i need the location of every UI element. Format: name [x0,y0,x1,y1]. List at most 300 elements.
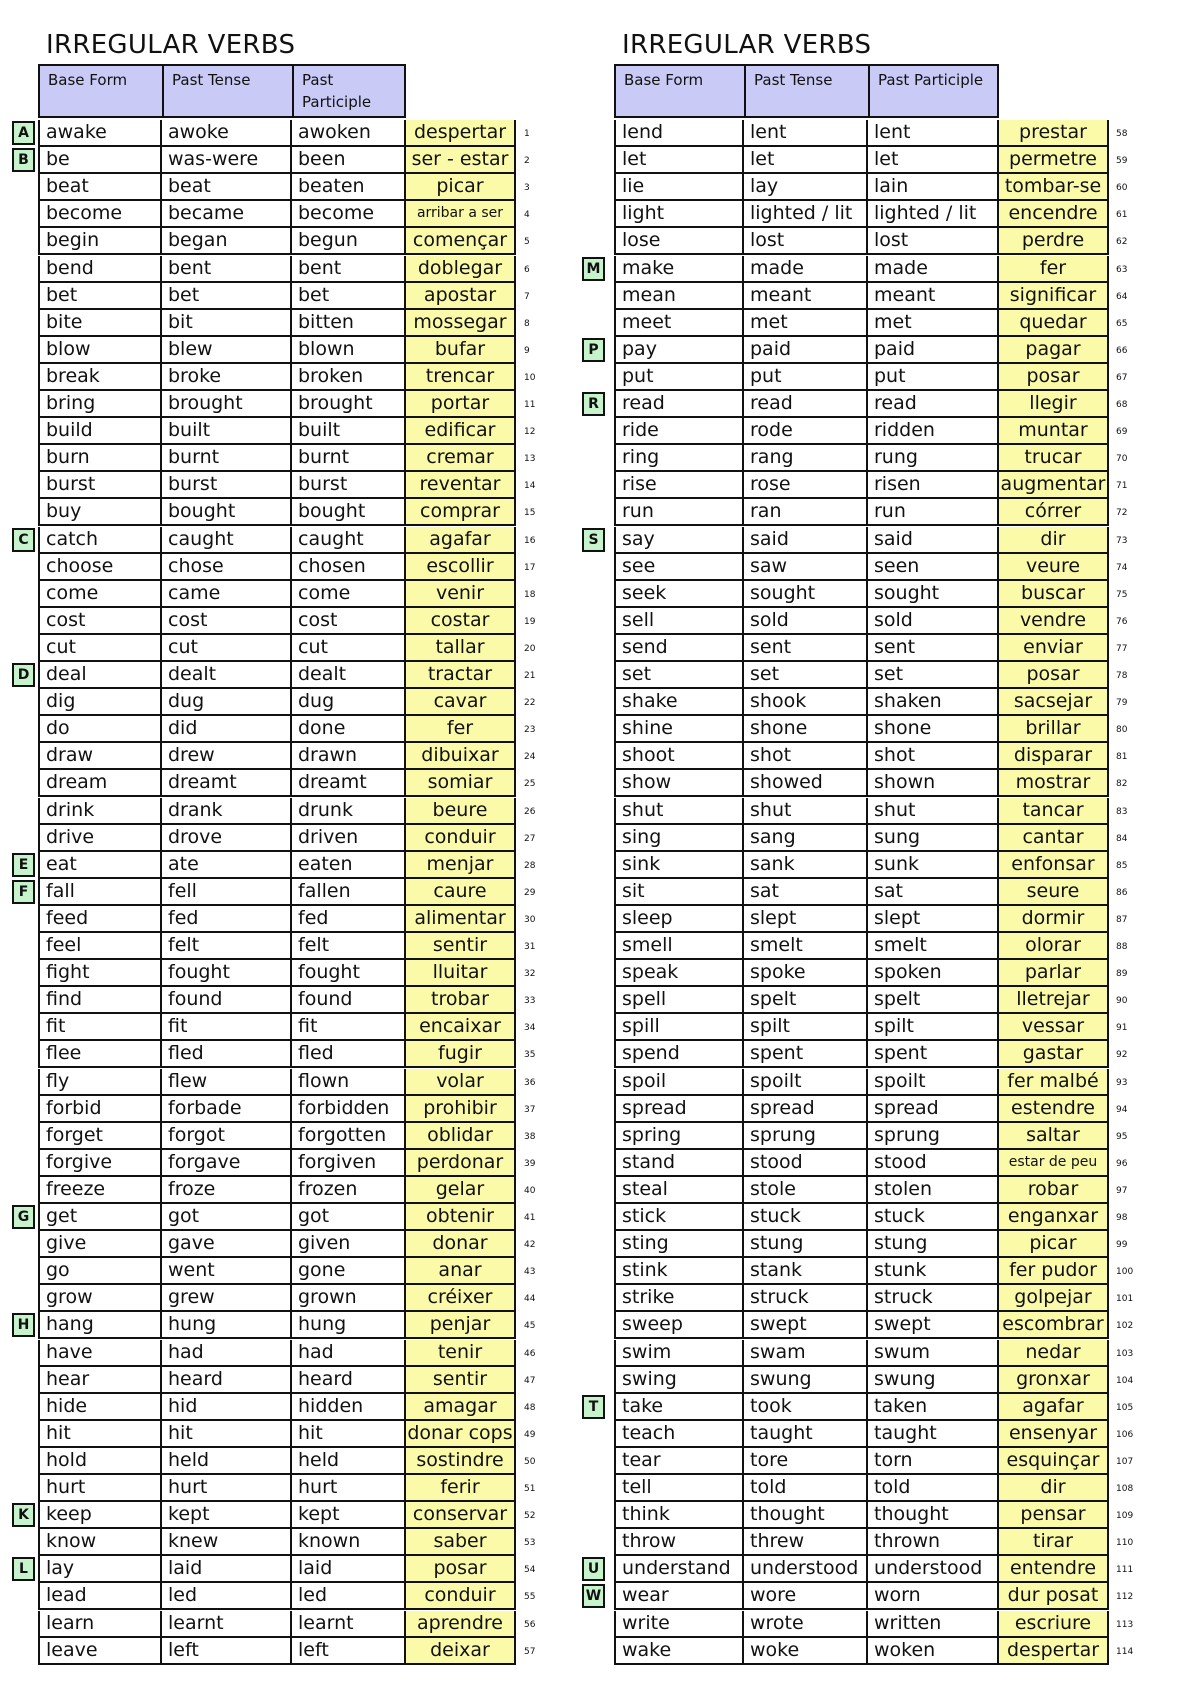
table-row [0,798,540,825]
translation-cell: agafar [404,527,516,554]
row-number: 102 [1116,1321,1134,1332]
base-form-cell: smell [614,933,742,960]
table-row [0,1556,540,1583]
past-tense-cell: hung [160,1312,290,1339]
past-tense-cell: froze [160,1177,290,1204]
translation-cell: seure [997,879,1109,906]
alphabet-letter-marker: K [12,1503,35,1527]
past-tense-cell: taught [742,1421,866,1448]
base-form-cell: set [614,662,742,689]
past-participle-cell: risen [866,472,999,499]
row-number: 83 [1116,806,1128,817]
past-participle-cell: drawn [290,743,406,770]
past-participle-cell: left [290,1638,406,1665]
base-form-cell: read [614,391,742,418]
base-form-cell: cut [38,635,160,662]
base-form-cell: lay [38,1556,160,1583]
past-tense-cell: bet [160,283,290,310]
past-participle-cell: seen [866,554,999,581]
past-tense-cell: kept [160,1502,290,1529]
past-participle-cell: burnt [290,445,406,472]
translation-cell: beure [404,798,516,825]
translation-cell: significar [997,283,1109,310]
row-number: 96 [1116,1158,1128,1169]
row-number: 108 [1116,1484,1134,1494]
row-number: 52 [524,1511,536,1522]
base-form-cell: forgive [38,1150,160,1177]
row-number: 92 [1116,1050,1128,1061]
past-tense-cell: left [160,1638,290,1665]
table-row [576,716,1136,743]
row-number: 61 [1116,210,1128,221]
base-form-cell: beat [38,174,160,201]
table-row [576,445,1136,472]
row-number: 58 [1116,129,1128,139]
past-participle-cell: made [866,256,999,283]
table-row [0,201,540,228]
row-number: 105 [1116,1402,1134,1413]
past-participle-cell: swept [866,1312,999,1339]
table-row [0,337,540,364]
translation-cell: veure [997,554,1109,581]
past-tense-cell: stuck [742,1204,866,1231]
table-row [576,418,1136,445]
row-number: 60 [1116,183,1128,194]
row-number: 8 [524,318,530,329]
past-tense-cell: bought [160,499,290,526]
past-participle-cell: fit [290,1014,406,1041]
past-tense-cell: became [160,201,290,228]
past-participle-cell: bent [290,256,406,283]
table-row [576,1475,1136,1502]
row-number: 90 [1116,996,1128,1007]
row-number: 93 [1116,1077,1128,1088]
base-form-cell: say [614,527,742,554]
translation-cell: venir [404,581,516,608]
table-row [0,1475,540,1502]
alphabet-letter-marker: A [12,121,35,145]
table-row [576,174,1136,201]
past-participle-cell: put [866,364,999,391]
past-participle-cell: gone [290,1258,406,1285]
base-form-cell: build [38,418,160,445]
past-tense-cell: threw [742,1529,866,1556]
translation-cell: picar [997,1231,1109,1258]
translation-cell: amagar [404,1394,516,1421]
translation-cell: comprar [404,499,516,526]
past-tense-cell: hurt [160,1475,290,1502]
table-row [0,879,540,906]
base-form-cell: do [38,716,160,743]
table-row [0,310,540,337]
past-participle-cell: struck [866,1285,999,1312]
base-form-cell: burn [38,445,160,472]
past-participle-cell: found [290,987,406,1014]
base-form-cell: get [38,1204,160,1231]
translation-cell: agafar [997,1394,1109,1421]
translation-cell: saltar [997,1123,1109,1150]
past-participle-cell: cut [290,635,406,662]
table-row [576,201,1136,228]
translation-cell: llegir [997,391,1109,418]
translation-cell: ferir [404,1475,516,1502]
past-tense-cell: caught [160,527,290,554]
table-row [576,1096,1136,1123]
table-row [0,1367,540,1394]
past-tense-cell: paid [742,337,866,364]
translation-cell: dur posat [997,1583,1109,1610]
table-row [0,825,540,852]
base-form-cell: deal [38,662,160,689]
past-participle-cell: bet [290,283,406,310]
past-tense-cell: held [160,1448,290,1475]
past-participle-cell: spent [866,1041,999,1068]
past-tense-cell: said [742,527,866,554]
table-row [576,1502,1136,1529]
row-number: 103 [1116,1348,1134,1359]
past-tense-cell: sent [742,635,866,662]
table-row [576,337,1136,364]
row-number: 46 [524,1348,536,1359]
row-number: 73 [1116,535,1128,546]
translation-cell: olorar [997,933,1109,960]
past-tense-cell: spoilt [742,1069,866,1096]
past-participle-cell: got [290,1204,406,1231]
row-number: 95 [1116,1131,1128,1142]
table-row [0,472,540,499]
row-number: 36 [524,1077,536,1088]
page-title-right: IRREGULAR VERBS [622,30,872,60]
base-form-cell: hide [38,1394,160,1421]
past-participle-cell: driven [290,825,406,852]
past-participle-cell: bought [290,499,406,526]
past-participle-cell: hung [290,1312,406,1339]
past-participle-cell: given [290,1231,406,1258]
past-participle-cell: let [866,147,999,174]
table-row [0,960,540,987]
past-tense-cell: forbade [160,1096,290,1123]
table-row [576,1312,1136,1339]
past-tense-cell: let [742,147,866,174]
base-form-cell: tell [614,1475,742,1502]
row-number: 65 [1116,318,1128,329]
translation-cell: escollir [404,554,516,581]
row-number: 66 [1116,345,1128,356]
past-participle-cell: ridden [866,418,999,445]
past-participle-cell: sat [866,879,999,906]
table-row [0,581,540,608]
base-form-cell: choose [38,554,160,581]
past-tense-cell: beat [160,174,290,201]
row-number: 82 [1116,779,1128,790]
past-participle-cell: forbidden [290,1096,406,1123]
past-tense-cell: swam [742,1340,866,1367]
table-row [576,635,1136,662]
translation-cell: brillar [997,716,1109,743]
past-tense-cell: dealt [160,662,290,689]
table-row [0,852,540,879]
past-tense-cell: stole [742,1177,866,1204]
translation-cell: aprendre [404,1611,516,1638]
past-participle-cell: stuck [866,1204,999,1231]
translation-cell: trencar [404,364,516,391]
translation-cell: vessar [997,1014,1109,1041]
row-number: 109 [1116,1511,1134,1522]
alphabet-letter-marker: F [12,880,35,904]
alphabet-letter-marker: W [582,1584,605,1608]
past-participle-cell: fled [290,1041,406,1068]
translation-cell: posar [997,662,1109,689]
base-form-cell: spell [614,987,742,1014]
past-participle-cell: swung [866,1367,999,1394]
row-number: 56 [524,1619,536,1630]
row-number: 30 [524,914,536,925]
table-row [576,1638,1136,1665]
base-form-cell: keep [38,1502,160,1529]
past-participle-cell: shut [866,798,999,825]
past-tense-cell: ran [742,499,866,526]
row-number: 51 [524,1484,536,1494]
translation-cell: perdonar [404,1150,516,1177]
table-row [576,1177,1136,1204]
translation-cell: buscar [997,581,1109,608]
table-row [576,1150,1136,1177]
past-participle-cell: stunk [866,1258,999,1285]
row-number: 98 [1116,1213,1128,1223]
table-row [0,1448,540,1475]
past-tense-cell: lighted / lit [742,201,866,228]
past-participle-cell: spelt [866,987,999,1014]
past-participle-cell: stolen [866,1177,999,1204]
translation-cell: gelar [404,1177,516,1204]
translation-cell: escombrar [997,1312,1109,1339]
table-row [0,1123,540,1150]
past-participle-cell: grown [290,1285,406,1312]
base-form-cell: swim [614,1340,742,1367]
base-form-cell: fight [38,960,160,987]
translation-cell: prohibir [404,1096,516,1123]
table-row [576,1041,1136,1068]
alphabet-letter-marker: E [12,853,35,877]
translation-cell: gronxar [997,1367,1109,1394]
past-tense-cell: thought [742,1502,866,1529]
past-tense-cell: wore [742,1583,866,1610]
base-form-cell: come [38,581,160,608]
base-form-cell: hang [38,1312,160,1339]
past-tense-cell: smelt [742,933,866,960]
base-form-cell: bet [38,283,160,310]
past-tense-cell: blew [160,337,290,364]
translation-cell: ensenyar [997,1421,1109,1448]
row-number: 59 [1116,156,1128,167]
translation-cell: gastar [997,1041,1109,1068]
row-number: 21 [524,671,536,681]
past-participle-cell: stood [866,1150,999,1177]
past-participle-cell: set [866,662,999,689]
past-participle-cell: stung [866,1231,999,1258]
past-participle-cell: lain [866,174,999,201]
table-row [576,283,1136,310]
past-participle-cell: caught [290,527,406,554]
past-tense-cell: was-were [160,147,290,174]
base-form-cell: write [614,1611,742,1638]
base-form-cell: strike [614,1285,742,1312]
base-form-cell: go [38,1258,160,1285]
translation-cell: dir [997,527,1109,554]
row-number: 55 [524,1592,536,1603]
past-tense-cell: brought [160,391,290,418]
row-number: 79 [1116,698,1128,709]
past-tense-cell: wrote [742,1611,866,1638]
past-participle-cell: beaten [290,174,406,201]
translation-cell: bufar [404,337,516,364]
base-form-cell: fly [38,1069,160,1096]
past-participle-cell: hit [290,1421,406,1448]
table-row [576,1448,1136,1475]
translation-cell: encendre [997,201,1109,228]
translation-cell: tenir [404,1340,516,1367]
translation-cell: nedar [997,1340,1109,1367]
translation-cell: pagar [997,337,1109,364]
base-form-cell: bring [38,391,160,418]
table-row [576,852,1136,879]
past-participle-cell: spread [866,1096,999,1123]
past-participle-cell: come [290,581,406,608]
table-row [0,391,540,418]
translation-cell: cavar [404,689,516,716]
table-row [576,608,1136,635]
past-tense-cell: bent [160,256,290,283]
table-row [0,527,540,554]
base-form-cell: hold [38,1448,160,1475]
table-row [0,770,540,797]
alphabet-letter-marker: C [12,528,35,552]
past-participle-cell: eaten [290,852,406,879]
row-number: 34 [524,1023,536,1034]
past-participle-cell: dealt [290,662,406,689]
translation-cell: estendre [997,1096,1109,1123]
past-participle-cell: forgotten [290,1123,406,1150]
header-base-form: Base Form [624,71,704,89]
base-form-cell: spring [614,1123,742,1150]
past-participle-cell: dug [290,689,406,716]
past-tense-cell: put [742,364,866,391]
past-participle-cell: brought [290,391,406,418]
table-row [0,499,540,526]
table-row [576,960,1136,987]
past-participle-cell: shaken [866,689,999,716]
base-form-cell: seek [614,581,742,608]
past-participle-cell: hidden [290,1394,406,1421]
past-tense-cell: fit [160,1014,290,1041]
base-form-cell: think [614,1502,742,1529]
base-form-cell: steal [614,1177,742,1204]
row-number: 88 [1116,942,1128,952]
table-row [576,1069,1136,1096]
translation-cell: doblegar [404,256,516,283]
table-row [576,1611,1136,1638]
table-row [576,527,1136,554]
past-tense-cell: had [160,1340,290,1367]
alphabet-letter-marker: B [12,148,35,172]
base-form-cell: lose [614,228,742,255]
row-number: 43 [524,1267,536,1278]
base-form-cell: show [614,770,742,797]
row-number: 62 [1116,237,1128,248]
translation-cell: mossegar [404,310,516,337]
table-row [0,608,540,635]
row-number: 20 [524,643,536,654]
base-form-cell: draw [38,743,160,770]
base-form-cell: see [614,554,742,581]
past-participle-cell: worn [866,1583,999,1610]
base-form-cell: fit [38,1014,160,1041]
base-form-cell: shut [614,798,742,825]
table-row [0,418,540,445]
base-form-cell: stick [614,1204,742,1231]
base-form-cell: ring [614,445,742,472]
row-number: 39 [524,1158,536,1169]
translation-cell: enfonsar [997,852,1109,879]
base-form-cell: pay [614,337,742,364]
row-number: 114 [1116,1646,1134,1657]
past-tense-cell: hit [160,1421,290,1448]
row-number: 27 [524,833,536,844]
row-number: 85 [1116,860,1128,871]
past-tense-cell: knew [160,1529,290,1556]
past-participle-cell: fallen [290,879,406,906]
base-form-cell: know [38,1529,160,1556]
base-form-cell: feel [38,933,160,960]
translation-cell: conduir [404,1583,516,1610]
translation-cell: posar [404,1556,516,1583]
row-number: 45 [524,1321,536,1332]
past-tense-cell: took [742,1394,866,1421]
translation-cell: portar [404,391,516,418]
translation-cell: cantar [997,825,1109,852]
translation-cell: sentir [404,1367,516,1394]
base-form-cell: mean [614,283,742,310]
base-form-cell: shake [614,689,742,716]
table-row [0,1340,540,1367]
base-form-cell: lead [38,1583,160,1610]
row-number: 16 [524,535,536,546]
past-tense-cell: built [160,418,290,445]
translation-cell: vendre [997,608,1109,635]
translation-cell: tallar [404,635,516,662]
base-form-cell: sting [614,1231,742,1258]
header-past-tense: Past Tense [162,66,292,116]
row-number: 35 [524,1050,536,1061]
base-form-cell: light [614,201,742,228]
alphabet-letter-marker: M [582,257,605,281]
row-number: 14 [524,481,536,492]
table-header [38,64,406,118]
past-participle-cell: taught [866,1421,999,1448]
table-row [576,987,1136,1014]
base-form-cell: have [38,1340,160,1367]
past-participle-cell: broken [290,364,406,391]
row-number: 112 [1116,1592,1134,1603]
row-number: 23 [524,725,536,736]
past-tense-cell: shook [742,689,866,716]
row-number: 84 [1116,833,1128,844]
table-row [576,1583,1136,1610]
row-number: 2 [524,156,530,167]
translation-cell: sacsejar [997,689,1109,716]
base-form-cell: meet [614,310,742,337]
past-participle-cell: become [290,201,406,228]
